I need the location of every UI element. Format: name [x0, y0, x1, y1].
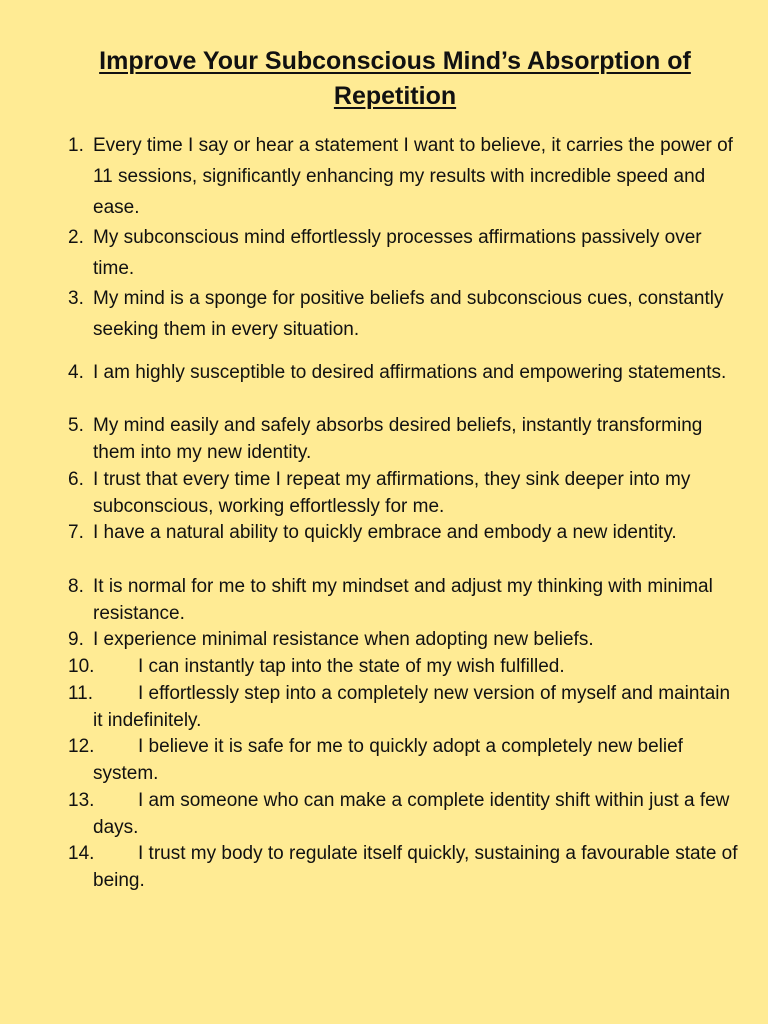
- list-item: [68, 787, 738, 841]
- list-item: [68, 222, 738, 284]
- list-item-number: 13.: [68, 790, 95, 811]
- list-item-text: I trust my body to regulate itself quickly, sustaining a favourable state of being.: [93, 843, 738, 891]
- list-item-text: I am someone who can make a complete identity shift within just a few days.: [93, 790, 730, 838]
- list-item-text: I effortlessly step into a completely new version of myself and maintain it indefinitely.: [93, 683, 731, 731]
- list-item: [68, 283, 738, 345]
- list-item: [68, 680, 738, 734]
- list-item-number: 10.: [68, 656, 95, 677]
- list-item: [68, 412, 738, 466]
- list-item: [68, 653, 738, 680]
- list-item: [68, 573, 738, 627]
- list-item-text: I am highly susceptible to desired affirmations and empowering statements.: [93, 362, 727, 383]
- list-item: [68, 733, 738, 787]
- list-item-number: 6.: [68, 469, 84, 490]
- list-item-text: Every time I say or hear a statement I want to believe, it carries the power of 11 sessions, significantly enhancing my results with incredible speed and ease.: [93, 135, 733, 218]
- list-item-number: 4.: [68, 362, 84, 383]
- list-item-number: 7.: [68, 522, 84, 543]
- list-item: [68, 840, 738, 894]
- list-item-text: I have a natural ability to quickly embrace and embody a new identity.: [93, 522, 677, 543]
- list-item-text: I believe it is safe for me to quickly adopt a completely new belief system.: [93, 736, 683, 784]
- list-item-number: 5.: [68, 415, 84, 436]
- list-item-text: I experience minimal resistance when adopting new beliefs.: [93, 629, 594, 650]
- list-item-text: It is normal for me to shift my mindset and adjust my thinking with minimal resistance.: [93, 576, 713, 624]
- list-item: [68, 359, 738, 386]
- list-item: [68, 519, 738, 546]
- list-item-number: 2.: [68, 227, 84, 248]
- list-item-text: My subconscious mind effortlessly processes affirmations passively over time.: [93, 227, 702, 279]
- list-item: [68, 130, 738, 223]
- list-item: [68, 626, 738, 653]
- list-item-text: I trust that every time I repeat my affirmations, they sink deeper into my subconscious, working effortlessly for me.: [93, 469, 691, 517]
- list-item-number: 12.: [68, 736, 95, 757]
- list-item-number: 3.: [68, 288, 84, 309]
- list-item-number: 9.: [68, 629, 84, 650]
- list-item-number: 11.: [68, 683, 94, 704]
- list-item-text: My mind is a sponge for positive beliefs and subconscious cues, constantly seeking them in every situation.: [93, 288, 724, 340]
- page-title: Improve Your Subconscious Mind’s Absorption of Repetition: [99, 47, 691, 110]
- list-item-number: 8.: [68, 576, 84, 597]
- list-item: [68, 466, 738, 520]
- list-item-text: My mind easily and safely absorbs desired beliefs, instantly transforming them into my new identity.: [93, 415, 703, 463]
- list-item-number: 14.: [68, 843, 95, 864]
- list-item-text: I can instantly tap into the state of my wish fulfilled.: [138, 656, 565, 677]
- list-item-number: 1.: [68, 135, 84, 156]
